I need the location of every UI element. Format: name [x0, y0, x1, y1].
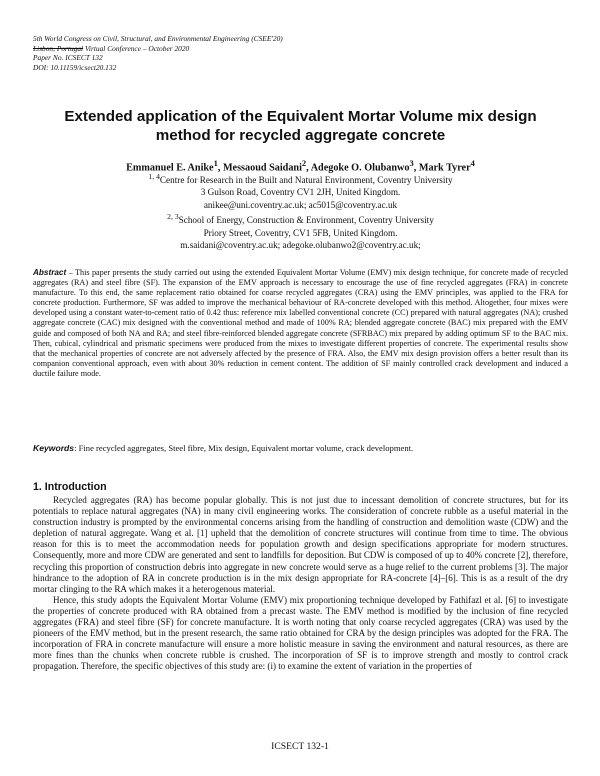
- keywords: [33, 443, 568, 453]
- affiliation-1-address: 3 Gulson Road, Coventry CV1 2JH, United Kingdom.: [200, 187, 401, 198]
- author-name: Adegoke O. Olubanwo: [310, 162, 410, 174]
- affiliation-1-email[interactable]: anikee@uni.coventry.ac.uk; ac5015@coventry.ac.uk: [203, 199, 398, 210]
- author-name: Emmanuel E. Anike: [126, 162, 214, 174]
- header-line-paper-no: Paper No. ICSECT 132: [33, 53, 103, 63]
- author-sup: 4: [470, 158, 475, 168]
- paragraph: Recycled aggregates (RA) has become popular globally. This is not just due to incessant demolition of concrete structures, but for its potentials to replace natural aggregates (NA) in many civil engineering works. The consideration of concrete rubble as a useful material in the construction industry is prompted by the environmental concerns arising from the handling of construction and demolition waste (CDW) and the depletion of natural aggregate. Wang et al. [1] upheld that the demolition of concrete structures will continue from time to time. The obvious reason for this is to meet the accommodation needs for population growth and design specifications appropriate for modern structures. Consequently, more and more CDW are generated and sent to landfills for deposition. But CDW is composed of up to 40% concrete [2], therefore, recycling this proportion of construction debris into aggregate in new concrete would serve as a huge relief to the current problems [3]. The major hindrance to the adoption of RA in concrete production is in the mix design appropriate for RA-concrete [4]–[6]. This is as a result of the dry mortar clinging to the RA which makes it a heterogenous material.: [33, 495, 568, 594]
- affiliation-2-sup: 2, 3: [167, 212, 179, 222]
- header-line-venue: [33, 44, 283, 54]
- section-body: [33, 495, 568, 673]
- affiliation-2-address: Priory Street, Coventry, CV1 5FB, United Kingdom.: [203, 227, 398, 238]
- affiliation-1-line-1: [33, 171, 568, 186]
- page-footer: ICSECT 132-1: [271, 741, 329, 752]
- author-sup: 2: [301, 158, 307, 168]
- keywords-label: Keywords: [33, 443, 75, 453]
- author-sep: ,: [413, 162, 419, 174]
- conference-header: [33, 34, 283, 72]
- header-venue-struck: Lisbon, Portugal: [33, 43, 84, 53]
- author-sup: 1: [213, 158, 218, 168]
- affiliation-2-line-1: [33, 211, 568, 226]
- title-line-2: method for recycled aggregate concrete: [155, 127, 446, 144]
- author-sep: ,: [306, 162, 311, 174]
- author-name: Mark Tyrer: [418, 162, 471, 174]
- header-venue-rest: Virtual Conference – October 2020: [83, 43, 190, 53]
- affiliation-1-name: Centre for Research in the Built and Natural Environment, Coventry University: [159, 175, 453, 186]
- header-line-doi: DOI: 10.11159/icsect20.132: [33, 62, 117, 72]
- affiliations: [33, 171, 568, 252]
- abstract-label: Abstract: [33, 268, 67, 277]
- title-line-1: Extended application of the Equivalent Mortar Volume mix design: [64, 108, 537, 125]
- abstract: [33, 268, 568, 379]
- affiliation-2-name: School of Energy, Construction & Environment, Coventry University: [178, 215, 434, 226]
- author-sep: ,: [217, 162, 223, 174]
- author-sup: 3: [409, 158, 414, 168]
- header-line-conference: 5th World Congress on Civil, Structural, and Environmental Engineering (CSEE'20): [33, 34, 283, 43]
- abstract-text: – This paper presents the study carried out using the extended Equivalent Mortar Volume (EMV) mix design technique, for concrete made of recycled aggregates (RA) and steel fibre (SF). The expansion of the EMV approach is necessary to encourage the use of fine recycled aggregates (FRA) in concrete manufacture. To this end, the same replacement ratio obtained for coarse recycled aggregates (CRA) using the EMV principles, was applied to the FRA for concrete production. Furthermore, SF was added to improve the mechanical behaviour of RA-concrete developed with this method. Altogether, four mixes were developed using a constant water-to-cement ratio of 0.42 thus: reference mix labelled conventional concrete (CC) prepared with natural aggregates (NA); crushed aggregate concrete (CAC) mix designed with the conventional method and made of 100% RA; blended aggregate concrete (BAC) mix prepared with the EMV guide and composed of both NA and RA; and steel fibre-reinforced blended aggregate concrete (SFRBAC) mix prepared by adding optimum SF to the BAC mix. Then, cubical, cylindrical and prismatic specimens were produced from the mixes to investigate different properties of concrete. The experimental results show that the mechanical properties of concrete are not adversely affected by the presence of FRA. Also, the EMV mix design provision offers a better result than its companion conventional approach, even with about 30% reduction in cement content. The addition of SF mainly controlled crack development and induced a ductile failure mode.: [33, 268, 568, 378]
- section-heading: 1. Introduction: [33, 481, 107, 493]
- paragraph: Hence, this study adopts the Equivalent Mortar Volume (EMV) mix proportioning technique developed by Fathifazl et al. [6] to investigate the properties of concrete produced with RA obtained from a precast waste. The EMV method is modified by the inclusion of fine recycled aggregates (FRA) and steel fibre (SF) for concrete manufacture. It is worth noting that only coarse recycled aggregates (CRA) was used by the pioneers of the EMV method, but in the present research, the same ratio obtained for CRA by the design principles was adopted for the FRA. The incorporation of FRA in concrete manufacture will ensure a more holistic measure in saving the environment and natural resources, as there are more fines than the chunks when concrete rubble is crushed. The incorporation of SF is to improve strength and mostly to control crack propagation. Therefore, the specific objectives of this study are: (i) to examine the extent of variation in the properties of: [33, 594, 568, 672]
- affiliation-2-email[interactable]: m.saidani@coventry.ac.uk; adegoke.olubanwo2@coventry.ac.uk;: [180, 240, 421, 251]
- keywords-text: : Fine recycled aggregates, Steel fibre, Mix design, Equivalent mortar volume, crack development.: [74, 443, 414, 453]
- paper-title: [33, 107, 568, 145]
- author-name: Messaoud Saidani: [222, 162, 302, 174]
- affiliation-1-sup: 1, 4: [148, 172, 160, 181]
